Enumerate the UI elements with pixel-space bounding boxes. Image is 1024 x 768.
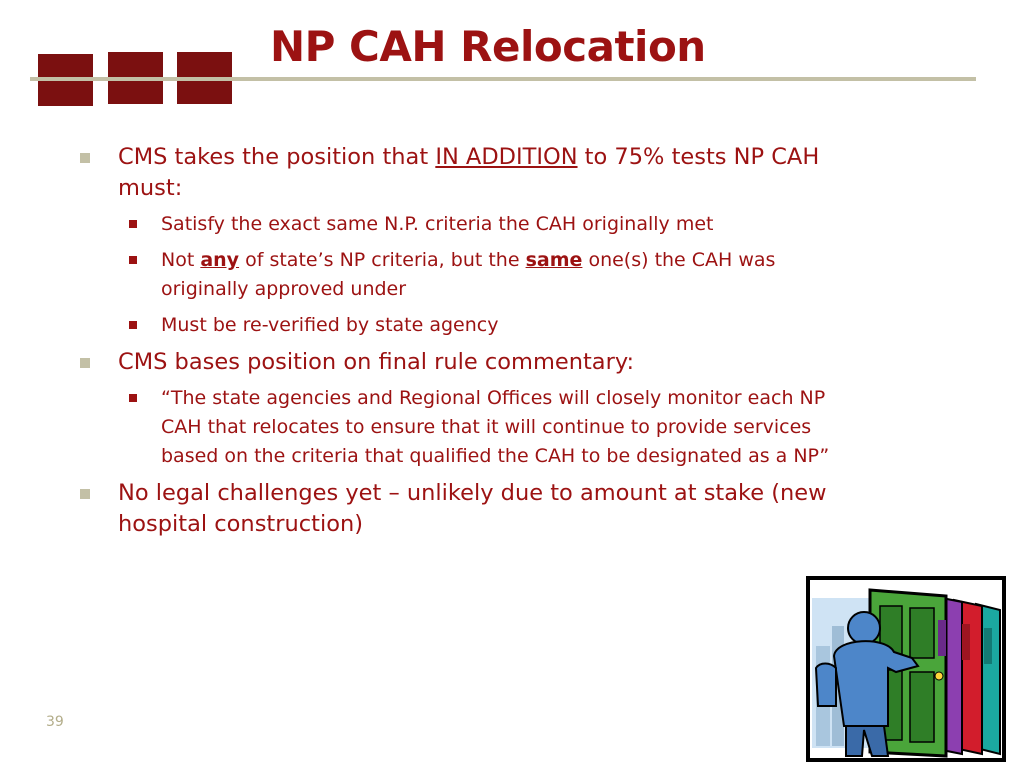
bullet-2: CMS bases position on final rule commentary: xyxy=(78,347,848,378)
emphasis-any: any xyxy=(200,249,240,271)
doors-clipart-icon xyxy=(806,576,1006,762)
bullet-marker xyxy=(80,153,90,163)
sub-bullet-1-1: Satisfy the exact same N.P. criteria the CAH originally met xyxy=(78,210,848,239)
slide-body xyxy=(78,142,848,546)
bullet-marker xyxy=(80,358,90,368)
sub-bullet-marker xyxy=(129,394,137,402)
bullet-1: CMS takes the position that IN ADDITION to 75% tests NP CAH must: xyxy=(78,142,848,204)
sub-bullet-1-2: Not any of state’s NP criteria, but the same one(s) the CAH was originally approved under xyxy=(78,246,848,304)
slide-title: NP CAH Relocation xyxy=(270,22,706,71)
page-number: 39 xyxy=(46,714,64,730)
emphasis-same: same xyxy=(525,249,583,271)
emphasis-in-addition: IN ADDITION xyxy=(435,144,578,170)
sub-bullet-marker xyxy=(129,256,137,264)
bullet-marker xyxy=(80,489,90,499)
sub-bullet-marker xyxy=(129,220,137,228)
sub-bullet-2-1: “The state agencies and Regional Offices will closely monitor each NP CAH that relocates to ensure that it will continue to provide services based on the criteria that qualified the CAH to be designated as a NP” xyxy=(78,384,848,471)
bullet-3: No legal challenges yet – unlikely due to amount at stake (new hospital construction) xyxy=(78,478,848,540)
title-rule xyxy=(30,77,976,81)
sub-bullet-marker xyxy=(129,321,137,329)
sub-bullet-1-3: Must be re-verified by state agency xyxy=(78,311,848,340)
